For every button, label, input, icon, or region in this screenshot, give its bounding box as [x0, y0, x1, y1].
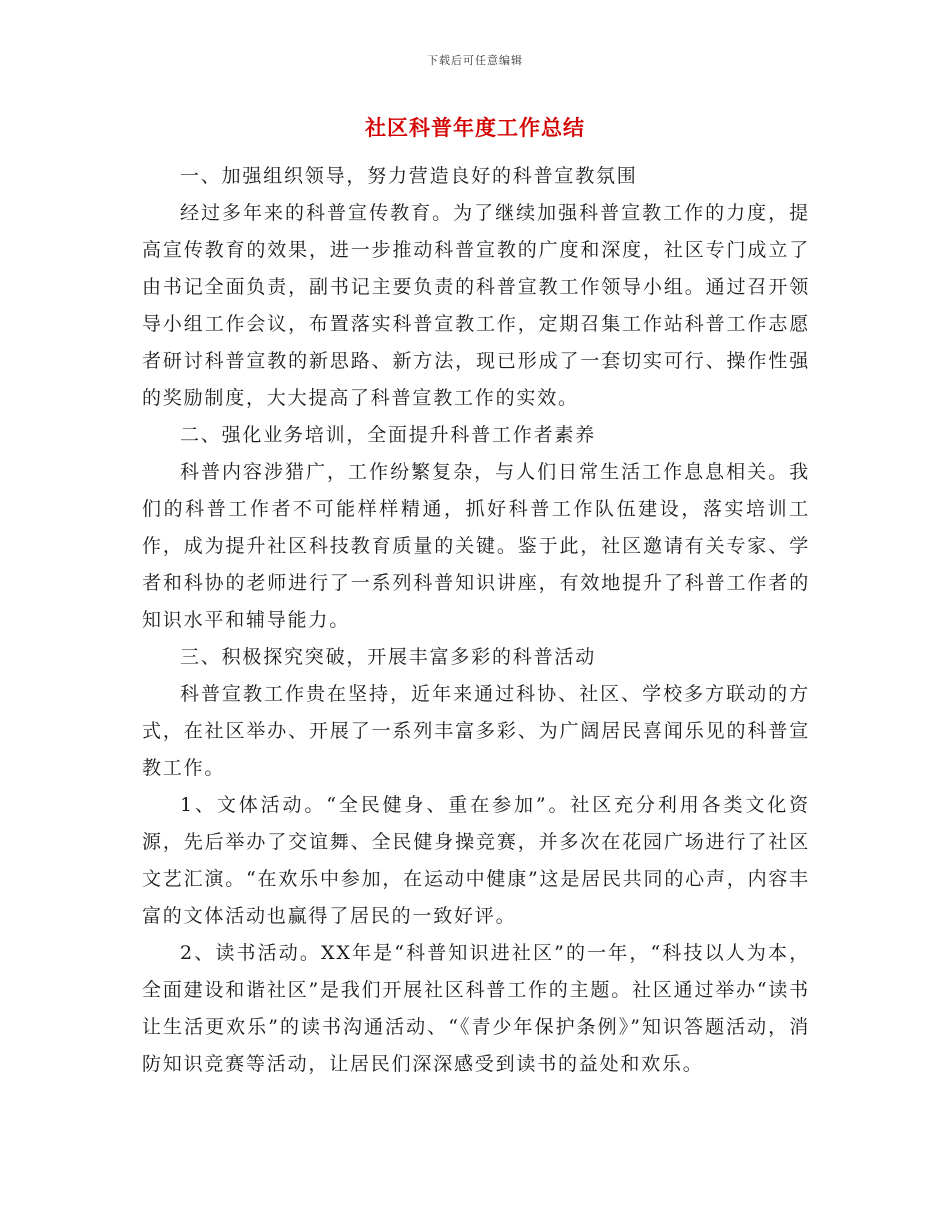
paragraph-4: 1、文体活动。“全民健身、重在参加”。社区充分利用各类文化资源，先后举办了交谊舞、全民健身操竞赛，并多次在花园广场进行了社区文艺汇演。“在欢乐中参加，在运动中健康”这是居民共同的心声，内容丰富的文体活动也赢得了居民的一致好评。	[142, 794, 810, 927]
header-note: 下载后可任意编辑	[427, 54, 523, 67]
section-heading-3: 三、积极探究突破，开展丰富多彩的科普活动	[180, 646, 597, 668]
document-body	[142, 158, 810, 1083]
document-title: 社区科普年度工作总结	[365, 115, 585, 140]
section-heading-1: 一、加强组织领导，努力营造良好的科普宣教氛围	[180, 165, 638, 187]
paragraph-2: 科普内容涉猎广，工作纷繁复杂，与人们日常生活工作息息相关。我们的科普工作者不可能样样精通，抓好科普工作队伍建设，落实培训工作，成为提升社区科技教育质量的关键。鉴于此，社区邀请有关专家、学者和科协的老师进行了一系列科普知识讲座，有效地提升了科普工作者的知识水平和辅导能力。	[142, 461, 810, 631]
paragraph-3: 科普宣教工作贵在坚持，近年来通过科协、社区、学校多方联动的方式，在社区举办、开展了一系列丰富多彩、为广阔居民喜闻乐见的科普宣教工作。	[142, 683, 810, 779]
section-heading-2: 二、强化业务培训，全面提升科普工作者素养	[180, 424, 597, 446]
paragraph-5: 2、读书活动。XX年是“科普知识进社区”的一年，“科技以人为本，全面建设和谐社区”是我们开展社区科普工作的主题。社区通过举办“读书让生活更欢乐”的读书沟通活动、“《青少年保护条例》”知识答题活动，消防知识竞赛等活动，让居民们深深感受到读书的益处和欢乐。	[142, 942, 810, 1075]
paragraph-1: 经过多年来的科普宣传教育。为了继续加强科普宣教工作的力度，提高宣传教育的效果，进一步推动科普宣教的广度和深度，社区专门成立了由书记全面负责，副书记主要负责的科普宣教工作领导小组。通过召开领导小组工作会议，布置落实科普宣教工作，定期召集工作站科普工作志愿者研讨科普宣教的新思路、新方法，现已形成了一套切实可行、操作性强的奖励制度，大大提高了科普宣教工作的实效。	[142, 202, 810, 409]
